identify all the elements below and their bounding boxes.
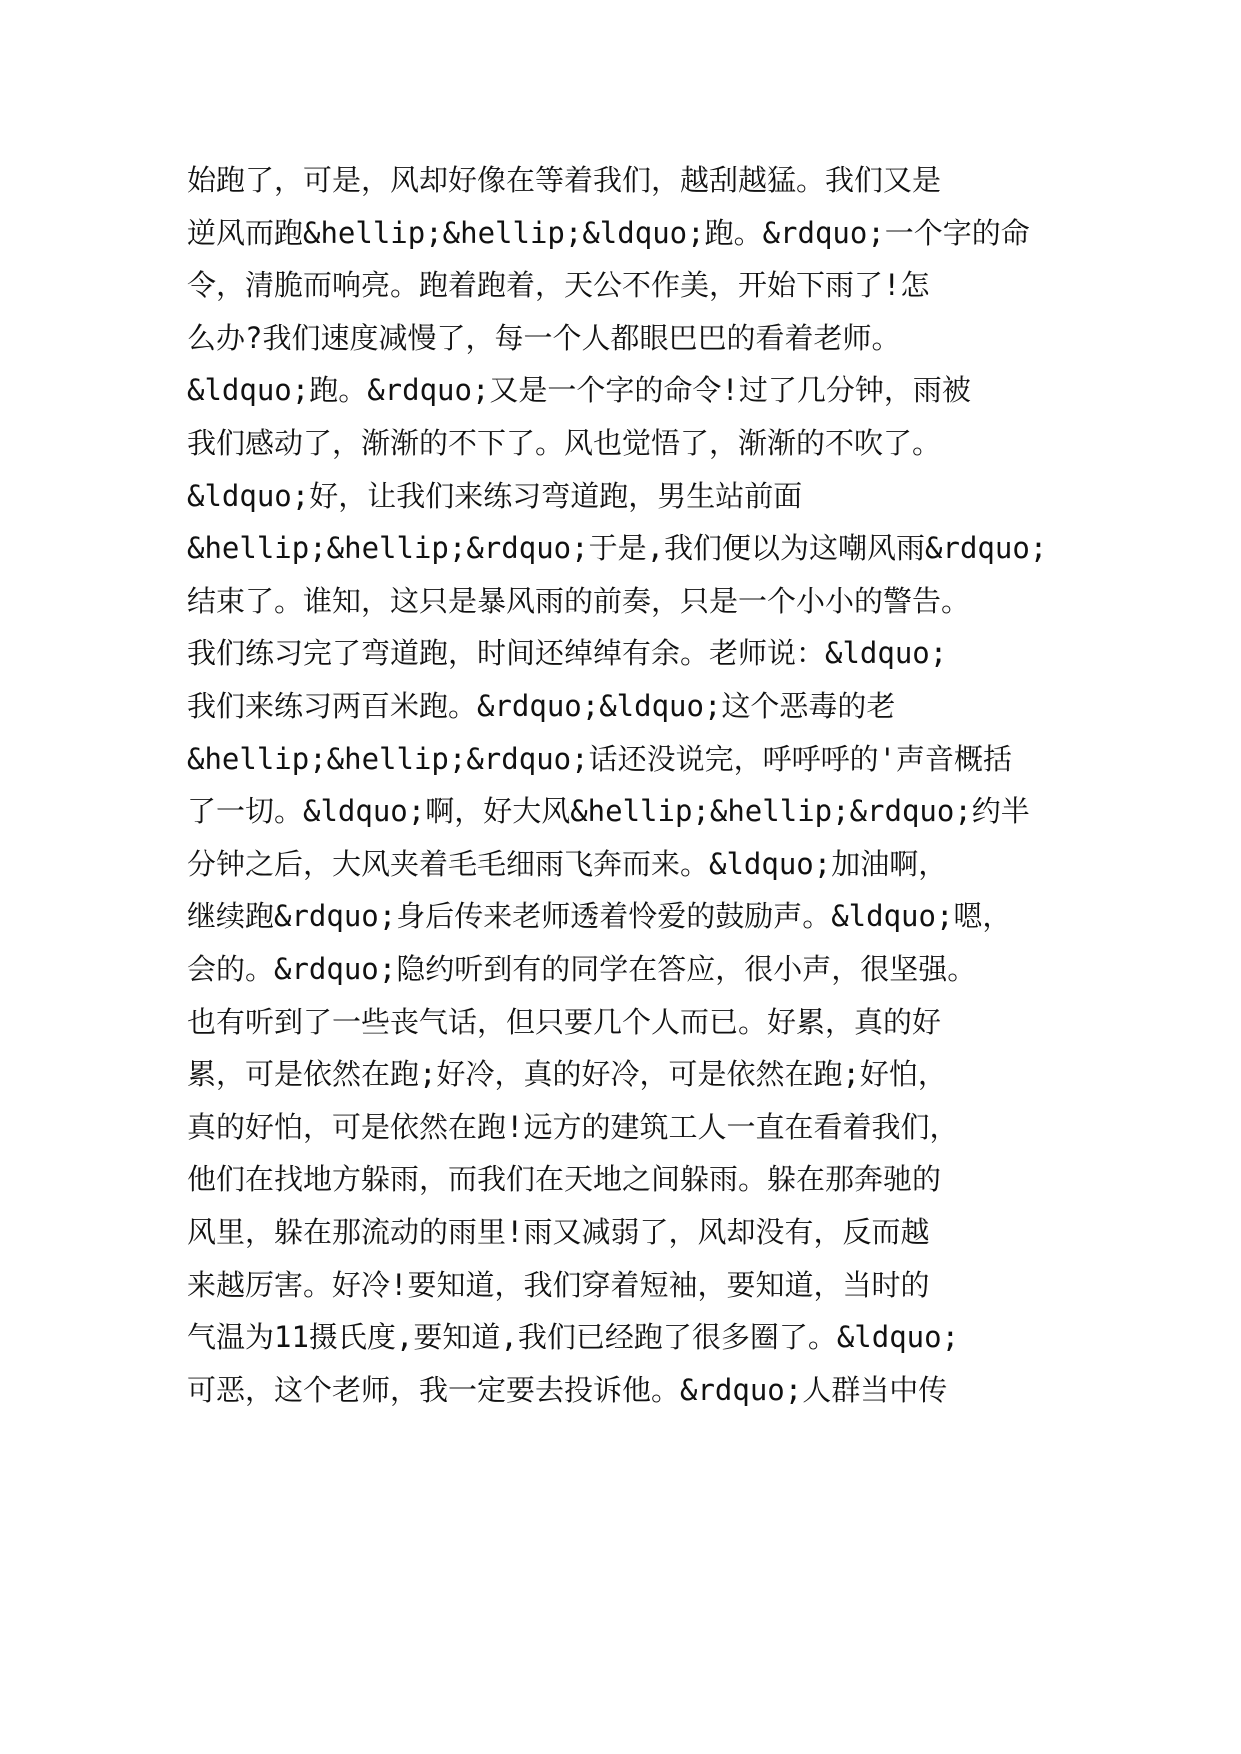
text-line: 会的。&rdquo;隐约听到有的同学在答应，很小声，很坚强。 <box>187 952 977 986</box>
text-line: &hellip;&hellip;&rdquo;话还没说完，呼呼呼的'声音概括 <box>187 741 1013 776</box>
text-line: &ldquo;跑。&rdquo;又是一个字的命令!过了几分钟，雨被 <box>187 373 971 408</box>
text-line: 继续跑&rdquo;身后传来老师透着怜爱的鼓励声。&ldquo;嗯， <box>187 899 1012 934</box>
text-line: 真的好怕，可是依然在跑!远方的建筑工人一直在看着我们， <box>187 1109 959 1144</box>
text-line: 我们练习完了弯道跑，时间还绰绰有余。老师说：&ldquo; <box>187 636 948 671</box>
text-line: 来越厉害。好冷!要知道，我们穿着短袖，要知道，当时的 <box>187 1267 930 1302</box>
text-line: 可恶，这个老师，我一定要去投诉他。&rdquo;人群当中传 <box>187 1372 948 1407</box>
text-line: 始跑了，可是，风却好像在等着我们，越刮越猛。我们又是 <box>187 163 942 197</box>
text-line: 累，可是依然在跑;好冷，真的好冷，可是依然在跑;好怕， <box>187 1057 947 1092</box>
text-line: 气温为11摄氏度,要知道,我们已经跑了很多圈了。&ldquo; <box>187 1320 960 1355</box>
text-line: &ldquo;好，让我们来练习弯道跑，男生站前面 <box>187 478 803 513</box>
text-line: 风里，躲在那流动的雨里!雨又减弱了，风却没有，反而越 <box>187 1215 930 1249</box>
text-line: 分钟之后，大风夹着毛毛细雨飞奔而来。&ldquo;加油啊， <box>187 846 948 881</box>
text-line: 令，清脆而响亮。跑着跑着，天公不作美，开始下雨了!怎 <box>187 268 930 303</box>
text-line: 结束了。谁知，这只是暴风雨的前奏，只是一个小小的警告。 <box>187 583 971 618</box>
text-line: 我们感动了，渐渐的不下了。风也觉悟了，渐渐的不吹了。 <box>187 426 942 460</box>
text-line: 逆风而跑&hellip;&hellip;&ldquo;跑。&rdquo;一个字的命 <box>187 215 1030 250</box>
text-line: 了一切。&ldquo;啊，好大风&hellip;&hellip;&rdquo;约半 <box>187 794 1030 829</box>
text-line: &hellip;&hellip;&rdquo;于是,我们便以为这嘲风雨&rdquo; <box>187 531 1048 566</box>
text-line: 我们来练习两百米跑。&rdquo;&ldquo;这个恶毒的老 <box>187 689 896 723</box>
text-line: 他们在找地方躲雨，而我们在天地之间躲雨。躲在那奔驰的 <box>187 1162 942 1197</box>
text-line: 也有听到了一些丧气话，但只要几个人而已。好累，真的好 <box>187 1004 942 1039</box>
text-line: 么办?我们速度减慢了，每一个人都眼巴巴的看着老师。 <box>187 320 901 355</box>
